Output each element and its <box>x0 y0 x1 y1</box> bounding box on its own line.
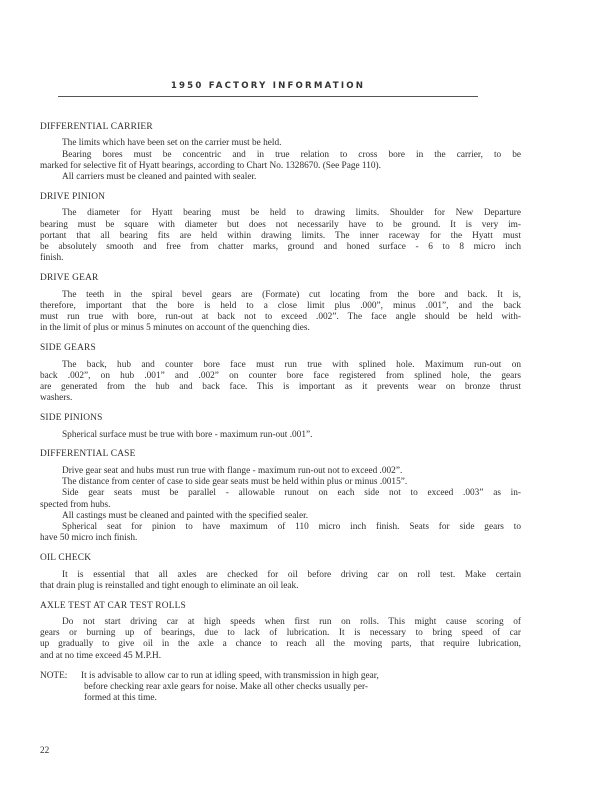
paragraph <box>40 477 521 488</box>
text-line: All castings must be cleaned and painted with the specified sealer. <box>62 510 309 521</box>
text-line: in the limit of plus or minus 5 minutes on account of the quenching dies. <box>40 323 310 334</box>
section-axle-test-at-car-test-rolls <box>40 601 521 662</box>
text-line: bearing must be square with diameter but does not necessarily have to be ground. It is very im- <box>40 219 521 230</box>
paragraph <box>40 511 521 522</box>
section-drive-pinion <box>40 192 521 265</box>
paragraph <box>40 150 521 173</box>
note <box>40 671 521 705</box>
document-body <box>40 122 521 704</box>
text-line: It is essential that all axles are checked for oil before driving car on roll test. Make certain <box>62 569 521 580</box>
text-line: Drive gear seat and hubs must run true with flange - maximum run-out not to exceed .002”. <box>62 465 403 476</box>
note-line: It is advisable to allow car to run at idling speed, with transmission in high gear, <box>81 670 379 681</box>
section-heading: DIFFERENTIAL CARRIER <box>40 122 153 132</box>
paragraph <box>40 360 521 405</box>
text-line: Do not start driving car at high speeds when first run on rolls. This might cause scoring of <box>62 616 521 627</box>
text-line: back .002”, on hub .001” and .002” on counter bore face registered from splined hole, the gears <box>40 370 521 381</box>
paragraph <box>40 290 521 335</box>
paragraph <box>40 466 521 477</box>
paragraph <box>40 172 521 183</box>
section-oil-check <box>40 553 521 592</box>
text-line: washers. <box>40 393 73 404</box>
section-differential-carrier <box>40 122 521 183</box>
paragraph <box>40 522 521 545</box>
text-line: must run true with bore, run-out at back not to exceed .002”. The face angle should be held with- <box>40 312 521 323</box>
header-rule <box>58 96 478 97</box>
section-drive-gear <box>40 273 521 334</box>
text-line: finish. <box>40 253 64 264</box>
section-heading: DRIVE PINION <box>40 191 106 202</box>
text-line: and at no time exceed 45 M.P.H. <box>40 650 162 661</box>
text-line: therefore, important that the bore is held to a close limit plus .000”, minus .001”, and the back <box>40 300 521 311</box>
section-heading: SIDE GEARS <box>40 343 96 354</box>
text-line: marked for selective fit of Hyatt bearings, according to Chart No. 1328670. (See Page 110). <box>40 160 381 171</box>
text-line: All carriers must be cleaned and painted with sealer. <box>62 172 257 183</box>
paragraph <box>40 208 521 264</box>
text-line: The distance from center of case to side gear seats must be held within plus or minus .0015”. <box>62 476 408 487</box>
note-label: NOTE: <box>40 670 68 681</box>
text-line: gears or burning up of bearings, due to lack of lubrication. It is necessary to bring speed of car <box>40 628 521 639</box>
text-line: that drain plug is reinstalled and tight enough to eliminate an oil leak. <box>40 580 299 591</box>
page-number: 22 <box>40 746 50 756</box>
paragraph <box>40 617 521 662</box>
text-line: The diameter for Hyatt bearing must be held to drawing limits. Shoulder for New Departure <box>62 208 521 219</box>
running-header: 1950 FACTORY INFORMATION <box>170 81 366 91</box>
text-line: The teeth in the spiral bevel gears are (Formate) cut locating from the bore and back. It is, <box>62 289 521 300</box>
text-line: portant that all bearing fits are held within drawing limits. The inner raceway for the Hyatt must <box>40 230 521 241</box>
note-line: formed at this time. <box>84 693 157 704</box>
text-line: spected from hubs. <box>40 499 111 510</box>
section-heading: SIDE PINIONS <box>40 413 103 424</box>
text-line: The limits which have been set on the carrier must be held. <box>62 138 282 149</box>
paragraph <box>40 488 521 511</box>
section-heading: OIL CHECK <box>40 553 92 564</box>
text-line: are generated from the hub and back face. This is important as it prevents wear on bronze thrust <box>40 382 521 393</box>
text-line: Bearing bores must be concentric and in true relation to cross bore in the carrier, to be <box>62 149 521 160</box>
text-line: Spherical seat for pinion to have maximum of 110 micro inch finish. Seats for side gears to <box>62 522 521 533</box>
section-differential-case <box>40 449 521 544</box>
section-heading: DRIVE GEAR <box>40 273 99 284</box>
paragraph <box>40 570 521 593</box>
paragraph <box>40 430 521 441</box>
text-line: Spherical surface must be true with bore - maximum run-out .001”. <box>62 429 313 440</box>
text-line: have 50 micro inch finish. <box>40 533 138 544</box>
text-line: Side gear seats must be parallel - allowable runout on each side not to exceed .003” as in- <box>62 488 521 499</box>
text-line: The back, hub and counter bore face must run true with splined hole. Maximum run-out on <box>62 359 521 370</box>
section-heading: DIFFERENTIAL CASE <box>40 449 136 460</box>
text-line: be absolutely smooth and free from chatter marks, ground and honed surface - 6 to 8 micro inch <box>40 242 521 253</box>
note-line: before checking rear axle gears for noise. Make all other checks usually per- <box>84 681 369 692</box>
text-line: up gradually to give oil in the axle a chance to reach all the moving parts, that require lubrication, <box>40 639 521 650</box>
section-side-gears <box>40 343 521 404</box>
paragraph <box>40 138 521 149</box>
section-heading: AXLE TEST AT CAR TEST ROLLS <box>40 600 186 611</box>
section-side-pinions <box>40 413 521 441</box>
